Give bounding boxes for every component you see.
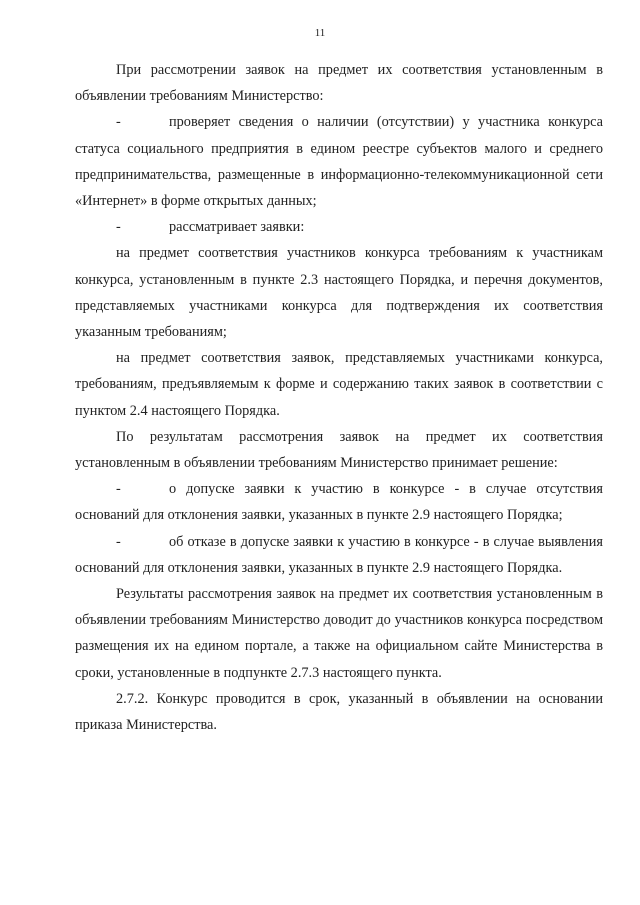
paragraph-participants-requirements: на предмет соответствия участников конкурса требованиям к участникам конкурса, установленным в пункте 2.3 настоящего Порядка, и перечня документов, представляемых участниками конкурса для подтверждения их соответствия указанным требованиям; (75, 245, 603, 341)
paragraph-results-publication: Результаты рассмотрения заявок на предмет их соответствия установленным в объявлении требованиям Министерство доводит до участников конкурса посредством размещения их на едином портале, а также на официальном сайте Министерства в сроки, установленные в подпункте 2.7.3 настоящего пункта. (75, 586, 603, 681)
dash-marker: - (116, 481, 121, 498)
paragraph-section-2-7-2: 2.7.2. Конкурс проводится в срок, указанный в объявлении на основании приказа Министерства. (75, 690, 603, 734)
bullet-item-review-applications (75, 214, 603, 240)
bullet-text: о допуске заявки к участию в конкурсе - в случае отсутствия оснований для отклонения заявки, указанных в пункте 2.9 настоящего Порядка; (75, 481, 603, 524)
document-body (75, 57, 603, 738)
bullet-text: об отказе в допуске заявки к участию в конкурсе - в случае выявления оснований для отклонения заявки, указанных в пункте 2.9 настоящего Порядка. (75, 533, 603, 576)
dash-marker: - (116, 533, 121, 550)
dash-marker: - (116, 219, 121, 236)
page-number: 11 (314, 27, 326, 39)
bullet-item-check-registry (75, 109, 603, 214)
bullet-item-admission (75, 476, 603, 528)
paragraph-application-requirements: на предмет соответствия заявок, представляемых участниками конкурса, требованиям, предъявляемым к форме и содержанию таких заявок в соответствии с пунктом 2.4 настоящего Порядка. (75, 350, 603, 419)
bullet-text: рассматривает заявки: (169, 219, 305, 236)
bullet-text: проверяет сведения о наличии (отсутствии) у участника конкурса статуса социального предприятия в едином реестре субъектов малого и среднего предпринимательства, размещенные в информационно-телекоммуникационной сети «Интернет» в форме открытых данных; (75, 114, 603, 210)
paragraph-decision-intro: По результатам рассмотрения заявок на предмет их соответствия установленным в объявлении требованиям Министерство принимает решение: (75, 428, 603, 472)
dash-marker: - (116, 114, 121, 131)
bullet-item-refusal (75, 529, 603, 581)
paragraph-intro: При рассмотрении заявок на предмет их соответствия установленным в объявлении требованиям Министерство: (75, 62, 603, 105)
